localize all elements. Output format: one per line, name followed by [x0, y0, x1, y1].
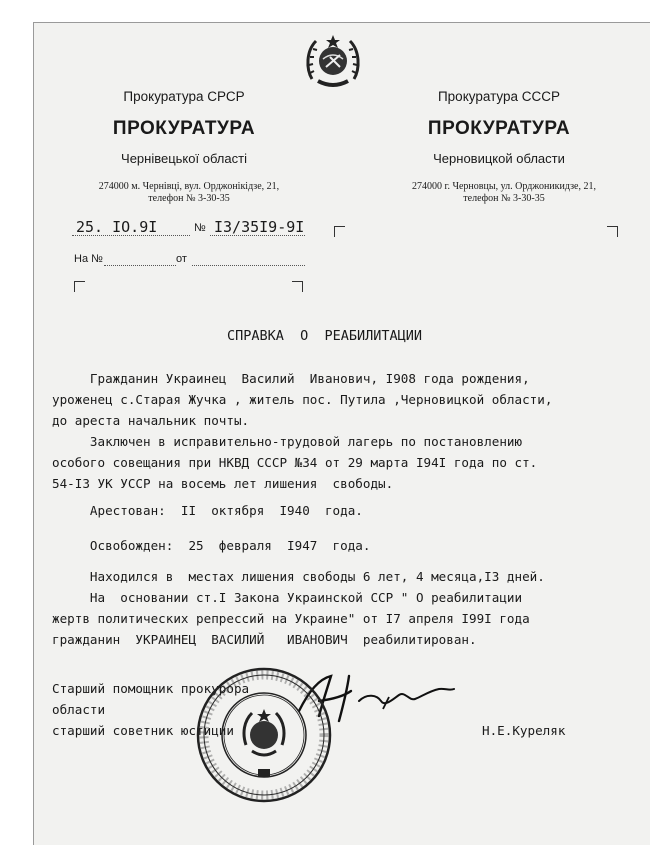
corner-mark — [292, 281, 303, 292]
body-line: особого совещания при НКВД СССР №34 от 29 марта I94I года по ст. — [52, 455, 538, 470]
body-line: 54-I3 УК УССР на восемь лет лишения свободы. — [52, 476, 394, 491]
body-line: жертв политических репрессий на Украине" от I7 апреля I99I года — [52, 611, 530, 626]
signatory-name: Н.Е.Куреляк — [482, 723, 566, 738]
ref-number-line — [210, 235, 305, 236]
signature-line2: области — [52, 702, 106, 717]
body-line: Арестован: II октября I940 года. — [52, 503, 363, 518]
header-left-title: ПРОКУРАТУРА — [112, 118, 256, 139]
official-seal-icon — [194, 665, 334, 805]
ot-line — [192, 265, 305, 266]
signature-line3: старший советник юстиции — [52, 723, 234, 738]
header-left-address — [64, 181, 314, 205]
header-left-address-line1: 274000 м. Чернівці, вул. Орджонікідзе, 21, — [98, 181, 280, 192]
body-line: На основании ст.I Закона Украинской ССР " О реабилитации — [52, 590, 523, 605]
ref-date-line — [72, 235, 190, 236]
ref-number: I3/35I9-9I — [214, 218, 305, 236]
body-line: Гражданин Украинец Василий Иванович, I908 года рождения, — [52, 371, 530, 386]
body-line: гражданин УКРАИНЕЦ ВАСИЛИЙ ИВАНОВИЧ реабилитирован. — [52, 632, 477, 647]
ussr-emblem-icon — [304, 33, 362, 89]
header-right-region: Черновицкой области — [433, 151, 565, 166]
corner-mark — [607, 226, 618, 237]
header-left-address-line2: телефон № 3-30-35 — [148, 193, 230, 204]
body-line: Находился в местах лишения свободы 6 лет, 4 месяца,I3 дней. — [52, 569, 545, 584]
ref-date: 25. IO.9I — [76, 218, 158, 236]
na-label: На № — [74, 253, 103, 265]
header-right-address-line1: 274000 г. Черновцы, ул. Орджоникидзе, 21, — [412, 181, 596, 192]
header-left-region: Чернівецької області — [121, 151, 247, 166]
signature-line1: Старший помощник прокурора — [52, 681, 250, 696]
document-page — [33, 22, 650, 845]
body-line: до ареста начальник почты. — [52, 413, 250, 428]
header-right-line1: Прокуратура СССР — [437, 89, 561, 104]
document-title: СПРАВКА О РЕАБИЛИТАЦИИ — [227, 328, 423, 344]
corner-mark — [74, 281, 85, 292]
header-right-title: ПРОКУРАТУРА — [427, 118, 571, 139]
header-right-address — [379, 181, 629, 205]
ot-label: от — [176, 253, 187, 265]
body-line: Заключен в исправительно-трудовой лагерь по постановлению — [52, 434, 523, 449]
ref-number-label: № — [194, 222, 206, 234]
header-right-address-line2: телефон № 3-30-35 — [463, 193, 545, 204]
body-line: уроженец с.Старая Жучка , житель пос. Путила ,Черновицкой области, — [52, 392, 553, 407]
header-left-line1: Прокуратура СРСР — [123, 89, 245, 104]
na-line — [104, 265, 176, 266]
corner-mark — [334, 226, 345, 237]
document-body — [52, 368, 552, 650]
body-line: Освобожден: 25 февраля I947 года. — [52, 538, 371, 553]
